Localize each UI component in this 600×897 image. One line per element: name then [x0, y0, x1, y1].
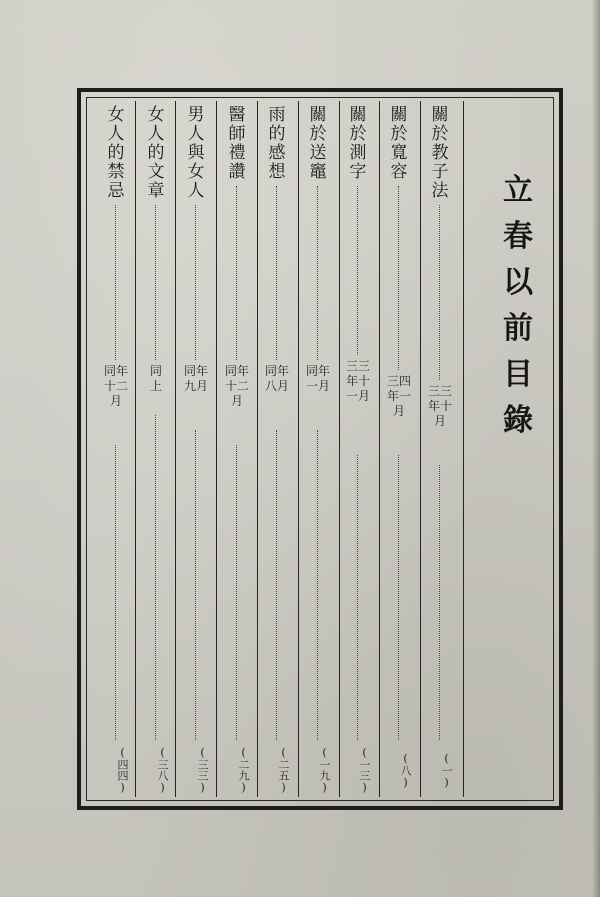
leader-dots: [398, 186, 399, 370]
entry-page-number: (一): [440, 751, 453, 789]
leader-dots: [236, 445, 237, 740]
entry-date: 同年十二月: [104, 364, 129, 408]
entry-title: 關於寬容: [390, 105, 408, 182]
column-rule: [379, 101, 380, 797]
toc-title: [498, 168, 538, 444]
leader-dots: [357, 186, 358, 355]
column-rule: [420, 101, 421, 797]
toc-title-text: 立春以前目錄: [503, 173, 533, 438]
leader-dots: [317, 430, 318, 740]
entry-page-number: (三三): [196, 746, 209, 794]
toc-entry[interactable]: [184, 106, 208, 794]
leader-dots: [195, 430, 196, 740]
entry-page-number: (八): [399, 751, 412, 789]
leader-dots: [115, 445, 116, 740]
toc-entry[interactable]: [225, 106, 249, 794]
leader-dots: [357, 455, 358, 740]
leader-dots: [155, 415, 156, 740]
toc-entry[interactable]: [428, 106, 452, 794]
leader-dots: [115, 205, 116, 360]
column-rule: [135, 101, 136, 797]
entry-title: 醫師禮讚: [228, 105, 246, 182]
leader-dots: [439, 465, 440, 740]
leader-dots: [155, 205, 156, 360]
entry-date: 同 上: [149, 364, 162, 393]
entry-page-number: (一三): [358, 746, 371, 794]
entry-date: 同年九月: [184, 364, 209, 393]
entry-date: 三三年十一月: [346, 359, 371, 403]
column-rule: [339, 101, 340, 797]
leader-dots: [276, 186, 277, 360]
toc-entry[interactable]: [144, 106, 168, 794]
column-rule: [298, 101, 299, 797]
entry-page-number: (二九): [237, 746, 250, 794]
toc-entry[interactable]: [306, 106, 330, 794]
toc-entry[interactable]: [346, 106, 370, 794]
entry-title: 雨的感想: [268, 105, 286, 182]
leader-dots: [398, 455, 399, 740]
entry-date: 三四年一月: [387, 374, 412, 418]
entry-date: 三三年十月: [428, 384, 453, 428]
entry-title: 關於教子法: [431, 105, 449, 201]
column-rule: [463, 101, 464, 797]
page-edge-shadow: [592, 0, 600, 897]
column-rule: [257, 101, 258, 797]
entry-title: 男人與女人: [187, 105, 205, 201]
leader-dots: [236, 186, 237, 360]
entry-title: 關於測字: [349, 105, 367, 182]
entry-title: 女人的禁忌: [107, 105, 125, 201]
entry-date: 同年八月: [265, 364, 290, 393]
entry-title: 女人的文章: [147, 105, 165, 201]
entry-date: 同年十二月: [225, 364, 250, 408]
leader-dots: [276, 430, 277, 740]
column-rule: [216, 101, 217, 797]
entry-page-number: (一九): [318, 746, 331, 794]
toc-entry[interactable]: [104, 106, 128, 794]
column-rule: [175, 101, 176, 797]
toc-entry[interactable]: [387, 106, 411, 794]
entry-page-number: (三八): [156, 746, 169, 794]
leader-dots: [195, 205, 196, 360]
entry-page-number: (四四): [116, 746, 129, 794]
leader-dots: [317, 186, 318, 360]
toc-entry[interactable]: [265, 106, 289, 794]
entry-title: 關於送竈: [309, 105, 327, 182]
leader-dots: [439, 205, 440, 380]
entry-date: 同年一月: [306, 364, 331, 393]
entry-page-number: (二五): [277, 746, 290, 794]
